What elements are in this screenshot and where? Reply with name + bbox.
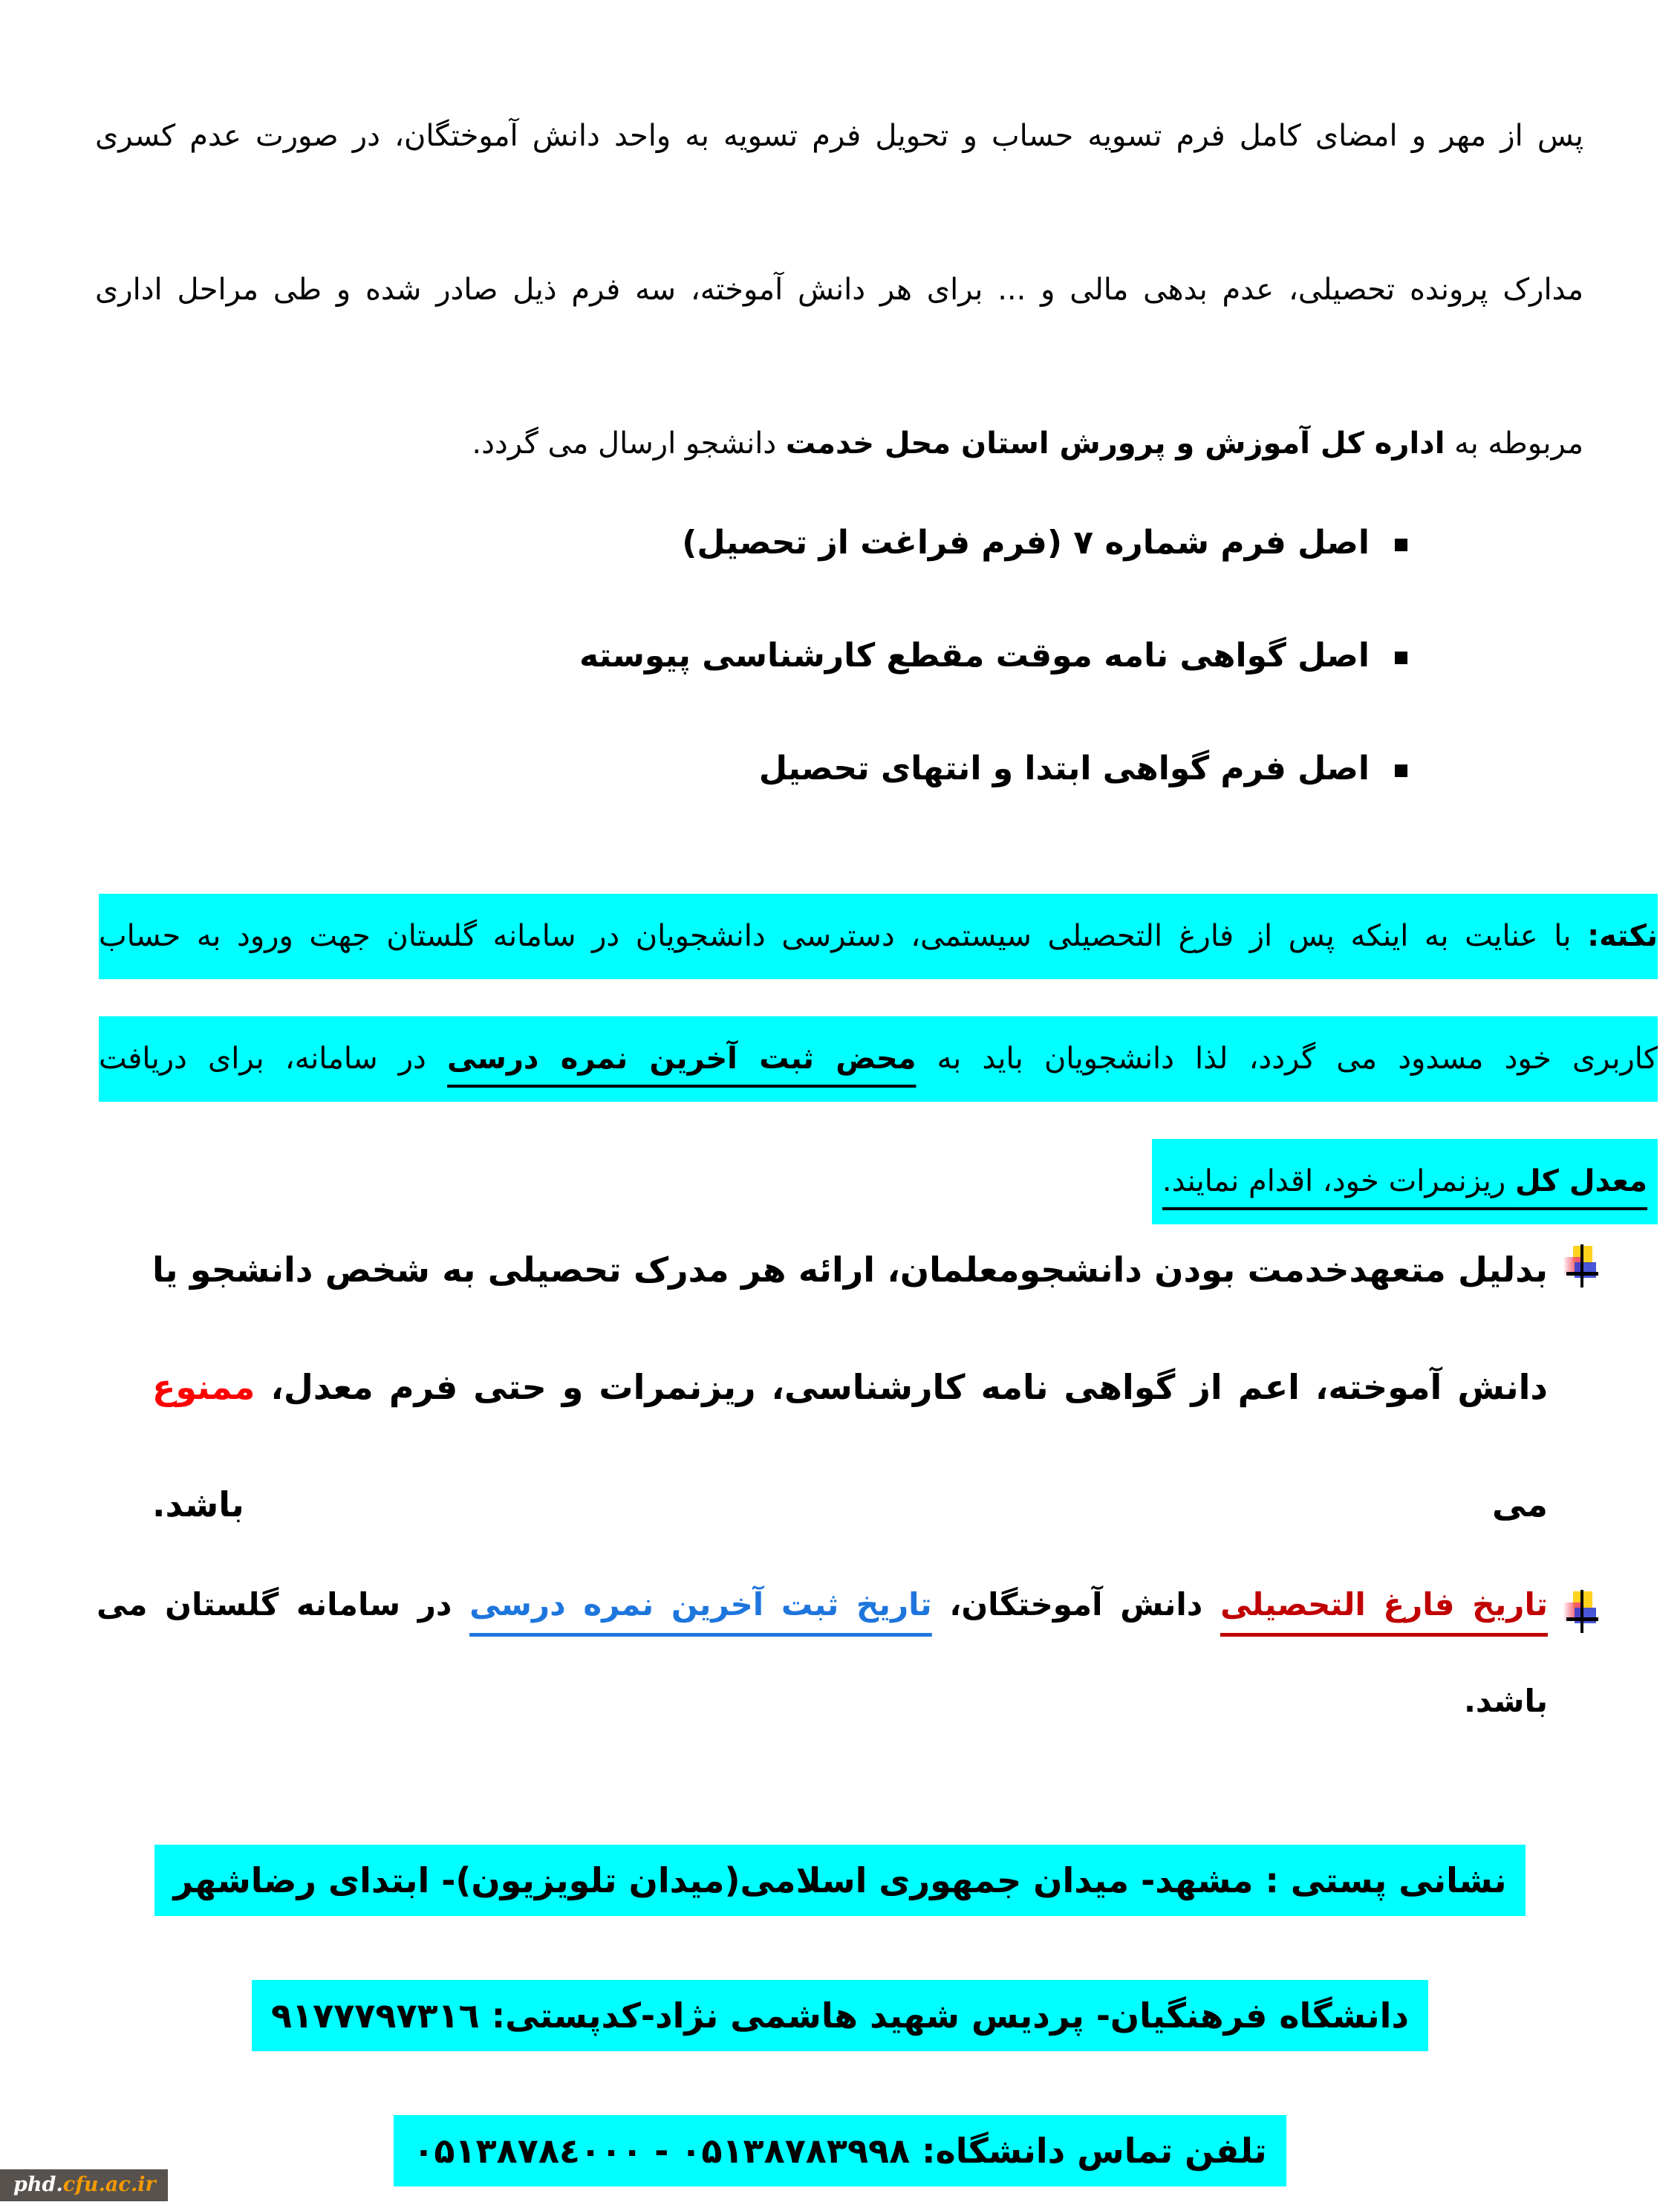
form-item-label: اصل فرم گواهی ابتدا و انتهای تحصیل (758, 750, 1370, 788)
rule2-end-text: در سامانه گلستان می باشد. (97, 1586, 1548, 1719)
rule1-line-1: بدلیل متعهدخدمت بودن دانشجومعلمان، ارائه هر مدرک تحصیلی به شخص دانشجو یا (152, 1250, 1548, 1290)
note-line-2-end: در سامانه، برای دریافت (99, 1042, 448, 1076)
address-block (0, 1813, 1680, 2205)
note-label: نکته: (1587, 919, 1658, 953)
square-bullet-icon (1395, 539, 1407, 551)
rule2-graduation-date-term: تاریخ فارغ التحصیلی (1220, 1586, 1548, 1623)
form-item-label: اصل گواهی نامه موقت مقطع کارشناسی پیوسته (579, 637, 1370, 675)
address-row-2 (0, 1948, 1680, 2083)
rule1-forbidden-word: ممنوع (152, 1367, 255, 1407)
note-line-2-underlined: محض ثبت آخرین نمره درسی (447, 1042, 916, 1076)
pushpin-icon (1564, 1590, 1600, 1633)
watermark-site: cfu.ac.ir (62, 2173, 156, 2196)
pushpin-icon (1564, 1244, 1600, 1287)
note-line-1 (99, 894, 1658, 979)
intro-line-3-bold-office: اداره کل آموزش و پرورش استان محل خدمت (785, 426, 1445, 461)
intro-paragraph (95, 59, 1583, 521)
pushpin-horizontal-bar (1566, 1617, 1598, 1621)
form-item-label: اصل فرم شماره ۷ (فرم فراغت از تحصیل) (682, 524, 1370, 562)
note-line-3-gpa-bold: معدل کل (1514, 1164, 1647, 1198)
square-bullet-icon (1395, 652, 1407, 664)
rule1-line-2-end: می باشد. (152, 1484, 1548, 1524)
pushpin-horizontal-bar (1566, 1272, 1598, 1276)
pushpin-vertical-bar (1580, 1590, 1583, 1633)
square-bullet-icon (1395, 764, 1407, 777)
postal-address-line: نشانی پستی : مشهد- میدان جمهوری اسلامی(میدان تلویزیون)- ابتدای رضاشهر (154, 1845, 1526, 1916)
rule-no-document-delivery (152, 1211, 1548, 1563)
site-watermark (0, 2169, 168, 2201)
form-list-item-3 (149, 712, 1407, 825)
rule2-middle-text: دانش آموختگان، (931, 1586, 1220, 1623)
note-line-1-text: با عنایت به اینکه پس از فارغ التحصیلی سیستمی، دسترسی دانشجویان در سامانه گلستان جهت ورود به حساب (99, 919, 1588, 953)
form-list-item-2 (149, 600, 1407, 712)
note-line-2 (99, 1016, 1658, 1102)
address-row-1 (0, 1813, 1680, 1948)
campus-postal-code-line: دانشگاه فرهنگیان- پردیس شهید هاشمی نژاد-کدپستی: ۹۱۷۷۷۹۷۳۱٦ (252, 1980, 1428, 2051)
pushpin-vertical-bar (1580, 1244, 1583, 1287)
intro-line-3-start: مربوطه به (1445, 426, 1583, 461)
rule-graduation-date (97, 1556, 1548, 1750)
rule1-line-2-start: دانش آموخته، اعم از گواهی نامه کارشناسی، ریزنمرات و حتی فرم معدل، (255, 1367, 1548, 1407)
intro-line-3-end: دانشجو ارسال می گردد. (472, 426, 786, 461)
form-list-item-1 (149, 487, 1407, 600)
note-line-2-start: کاربری خود مسدود می گردد، لذا دانشجویان باید به (916, 1042, 1658, 1076)
university-phone-line: تلفن تماس دانشگاه: ۰۵۱۳۸۷۸۳۹۹۸ - ۰۵۱۳۸۷۸٤۰۰۰ (394, 2115, 1286, 2186)
note-line-3-rest: ریزنمرات خود، اقدام نمایند. (1162, 1164, 1515, 1198)
intro-line-1: پس از مهر و امضای کامل فرم تسویه حساب و تحویل فرم تسویه به واحد دانش آموختگان، در صورت عدم کسری (95, 119, 1583, 153)
form-list (149, 487, 1407, 825)
intro-line-2: مدارک پرونده تحصیلی، عدم بدهی مالی و ... برای هر دانش آموخته، سه فرم ذیل صادر شده و طی مراحل اداری (95, 273, 1583, 307)
rule2-last-grade-date-term: تاریخ ثبت آخرین نمره درسی (469, 1586, 932, 1623)
watermark-prefix: phd. (13, 2173, 63, 2196)
rule1-line-2 (152, 1328, 1548, 1563)
address-row-3 (0, 2083, 1680, 2205)
